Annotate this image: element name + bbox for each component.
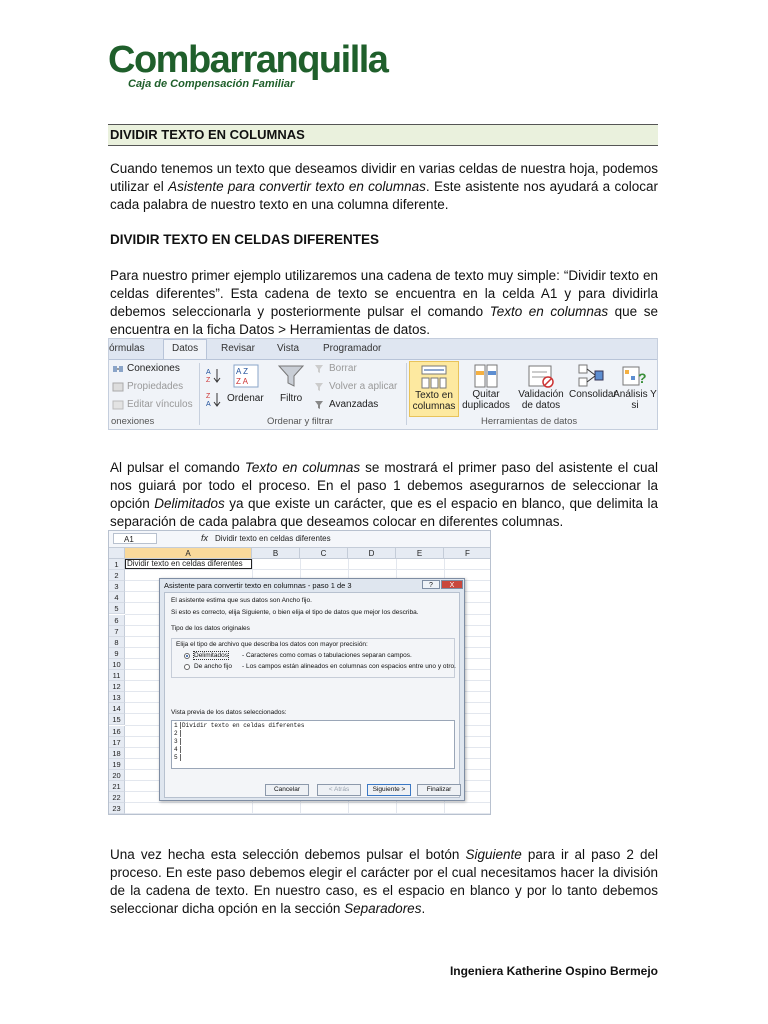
row-header[interactable]: 8 xyxy=(109,637,125,648)
tab-datos[interactable]: Datos xyxy=(163,339,207,359)
row-header[interactable]: 5 xyxy=(109,603,125,614)
row-header[interactable]: 9 xyxy=(109,648,125,659)
row-header[interactable]: 23 xyxy=(109,803,125,814)
tab-vista[interactable]: Vista xyxy=(277,343,300,354)
author-footer: Ingeniera Katherine Ospino Bermejo xyxy=(449,964,658,978)
dialog-info-line2: Si esto es correcto, elija Siguiente, o bien elija el tipo de datos que mejor los describa. xyxy=(171,609,419,616)
ribbon-tabs xyxy=(109,339,657,360)
svg-text:Z: Z xyxy=(206,393,211,400)
data-preview[interactable] xyxy=(171,720,455,769)
text-to-columns-icon xyxy=(420,364,448,390)
section-title: DIVIDIR TEXTO EN COLUMNAS xyxy=(108,124,658,146)
formula-bar xyxy=(109,531,490,548)
tab-revisar[interactable]: Revisar xyxy=(221,343,255,354)
preview-line: Dividir texto en celdas diferentes xyxy=(182,722,305,729)
svg-text:A: A xyxy=(206,401,211,407)
data-validation-icon xyxy=(527,363,555,389)
column-header[interactable]: F xyxy=(444,548,491,559)
row-header[interactable]: 21 xyxy=(109,781,125,792)
intro-paragraph: Cuando tenemos un texto que deseamos dividir en varias celdas de nuestra hoja, podemos utilizar el Asistente para convertir texto en columnas. Este asistente nos ayudará a colocar cada palabra de nuestro texto en una columna diferente. xyxy=(110,161,658,212)
group-label-tools: Herramientas de datos xyxy=(481,416,578,427)
data-type-group xyxy=(171,638,455,678)
dialog-info-line1: El asistente estima que sus datos son Ancho fijo. xyxy=(171,597,312,604)
remove-duplicates-icon xyxy=(472,363,500,389)
preview-row-number: 4 xyxy=(174,746,181,753)
svg-text:?: ? xyxy=(638,370,647,386)
filter-funnel-icon[interactable] xyxy=(277,363,305,389)
sort-za-icon[interactable] xyxy=(206,391,222,407)
row-header[interactable]: 6 xyxy=(109,615,125,626)
name-box[interactable]: A1 xyxy=(113,533,157,544)
help-button[interactable]: ? xyxy=(422,580,440,589)
quitar-duplicados-button[interactable] xyxy=(461,361,511,417)
row-header[interactable]: 20 xyxy=(109,770,125,781)
grid-line xyxy=(125,802,491,803)
ordenar-button[interactable]: Ordenar xyxy=(227,393,264,404)
finish-button[interactable]: Finalizar xyxy=(417,784,461,796)
row-header[interactable]: 11 xyxy=(109,670,125,681)
column-header[interactable]: E xyxy=(396,548,444,559)
grid-line xyxy=(125,569,491,570)
row-header[interactable]: 18 xyxy=(109,748,125,759)
preview-row-number: 2 xyxy=(174,730,181,737)
clear-filter-icon xyxy=(314,364,324,374)
validacion-datos-label: Validación de datos xyxy=(518,389,564,411)
sort-az-icon[interactable] xyxy=(206,367,222,383)
column-header[interactable]: A xyxy=(125,548,252,559)
delimitados-label[interactable]: Delimitados xyxy=(194,652,228,659)
row-header[interactable]: 2 xyxy=(109,570,125,581)
analisis-y-si-label: Análisis Y si xyxy=(613,389,657,411)
logo-tagline: Caja de Compensación Familiar xyxy=(128,78,295,90)
row-header[interactable]: 4 xyxy=(109,592,125,603)
back-button[interactable]: < Atrás xyxy=(317,784,361,796)
cell-a1[interactable]: Dividir texto en celdas diferentes xyxy=(125,559,252,569)
row-header[interactable]: 1 xyxy=(109,559,125,570)
separator xyxy=(406,363,407,425)
row-header[interactable]: 7 xyxy=(109,626,125,637)
svg-text:A Z: A Z xyxy=(236,367,249,376)
row-header[interactable]: 13 xyxy=(109,692,125,703)
avanzadas-button[interactable]: Avanzadas xyxy=(329,399,379,410)
tab-programador[interactable]: Programador xyxy=(323,343,382,354)
logo xyxy=(108,40,387,90)
ribbon-screenshot xyxy=(108,338,658,430)
subheading: DIVIDIR TEXTO EN CELDAS DIFERENTES xyxy=(110,232,380,247)
group-title: Tipo de los datos originales xyxy=(171,625,250,632)
ancho-fijo-label[interactable]: De ancho fijo xyxy=(194,663,232,670)
select-all-corner[interactable] xyxy=(109,548,125,559)
sort-dialog-icon[interactable] xyxy=(233,364,259,388)
borrar-button[interactable]: Borrar xyxy=(329,363,357,374)
logo-name: Combarranquilla xyxy=(108,39,388,81)
row-header[interactable]: 16 xyxy=(109,726,125,737)
row-header[interactable]: 22 xyxy=(109,792,125,803)
conexiones-button[interactable]: Conexiones xyxy=(127,363,180,374)
row-header[interactable]: 19 xyxy=(109,759,125,770)
tab-formulas[interactable]: órmulas xyxy=(109,343,145,354)
group-label-conexiones: onexiones xyxy=(111,416,155,427)
row-header[interactable]: 10 xyxy=(109,659,125,670)
row-header[interactable]: 14 xyxy=(109,703,125,714)
advanced-filter-icon xyxy=(314,400,324,410)
radio-ancho-fijo[interactable] xyxy=(184,664,190,670)
svg-text:Z A: Z A xyxy=(236,377,249,386)
separator xyxy=(199,363,200,425)
propiedades-button[interactable]: Propiedades xyxy=(127,381,184,392)
consolidar-label: Consolidar xyxy=(569,389,617,400)
excel-screenshot xyxy=(108,530,491,815)
paragraph-example: Para nuestro primer ejemplo utilizaremos una cadena de texto muy simple: “Dividir texto en celdas diferentes”. Esta cadena de texto se encuentra en la celda A1 y para dividirla debemos seleccionarla y posteriormente pulsar el comando Texto en columnas que se encuentra en la ficha Datos > Herramientas de datos. xyxy=(110,268,658,337)
properties-icon xyxy=(112,382,124,392)
group-label-sort: Ordenar y filtrar xyxy=(267,416,333,427)
volver-aplicar-button[interactable]: Volver a aplicar xyxy=(329,381,398,392)
filtro-button[interactable]: Filtro xyxy=(280,393,303,404)
edit-links-icon xyxy=(112,400,124,410)
row-header[interactable]: 3 xyxy=(109,581,125,592)
svg-text:Z: Z xyxy=(206,377,211,383)
column-header[interactable]: C xyxy=(300,548,348,559)
cancel-button[interactable]: Cancelar xyxy=(265,784,309,796)
ancho-fijo-desc: - Los campos están alineados en columnas con espacios entre uno y otro. xyxy=(242,663,456,670)
dialog-title: Asistente para convertir texto en columnas - paso 1 de 3 xyxy=(164,581,352,590)
text-to-columns-dialog xyxy=(159,578,465,801)
reapply-icon xyxy=(314,382,324,392)
dialog-body xyxy=(164,592,460,798)
delimitados-desc: - Caracteres como comas o tabulaciones separan campos. xyxy=(242,652,412,659)
preview-row-number: 3 xyxy=(174,738,181,745)
row-header[interactable]: 17 xyxy=(109,737,125,748)
next-button[interactable]: Siguiente > xyxy=(367,784,411,796)
radio-delimitados[interactable] xyxy=(184,653,190,659)
texto-en-columnas-label: Texto en columnas xyxy=(412,390,456,412)
connections-icon xyxy=(112,364,124,374)
quitar-duplicados-label: Quitar duplicados xyxy=(462,389,510,411)
consolidate-icon xyxy=(577,363,605,389)
analisis-y-si-button[interactable] xyxy=(613,361,657,417)
group-prompt: Elija el tipo de archivo que describa los datos con mayor precisión: xyxy=(176,641,368,648)
preview-row-number: 5 xyxy=(174,754,181,761)
paragraph-step2: Una vez hecha esta selección debemos pulsar el botón Siguiente para ir al paso 2 del proceso. En este paso debemos elegir el carácter por el cual necesitamos hacer la división de la cadena de texto. En nuestro caso, es el espacio en blanco y por lo tanto debemos seleccionar dicha opción en la sección Separadores. xyxy=(110,847,658,916)
fx-icon[interactable]: fx xyxy=(201,533,209,543)
what-if-icon xyxy=(621,363,649,389)
row-header[interactable]: 12 xyxy=(109,681,125,692)
formula-input[interactable]: Dividir texto en celdas diferentes xyxy=(215,534,331,543)
close-button[interactable]: X xyxy=(441,580,463,589)
grid-line xyxy=(125,813,491,814)
preview-row-number: 1 xyxy=(174,722,181,729)
editar-vinculos-button[interactable]: Editar vínculos xyxy=(127,399,193,410)
texto-en-columnas-button[interactable] xyxy=(409,361,459,417)
consolidar-button[interactable] xyxy=(569,361,617,417)
paragraph-step1: Al pulsar el comando Texto en columnas se mostrará el primer paso del asistente el cual nos guiará por todo el proceso. En el paso 1 debemos asegurarnos de seleccionar la opción Delimitados ya que existe un carácter, que es el espacio en blanco, que delimita la separación de cada palabra que deseamos colocar en diferentes columnas. xyxy=(110,460,658,529)
row-header[interactable]: 15 xyxy=(109,714,125,725)
svg-text:A: A xyxy=(206,369,211,376)
preview-label: Vista previa de los datos seleccionados: xyxy=(171,709,287,716)
column-header[interactable]: D xyxy=(348,548,396,559)
column-header[interactable]: B xyxy=(252,548,300,559)
validacion-datos-button[interactable] xyxy=(513,361,569,417)
